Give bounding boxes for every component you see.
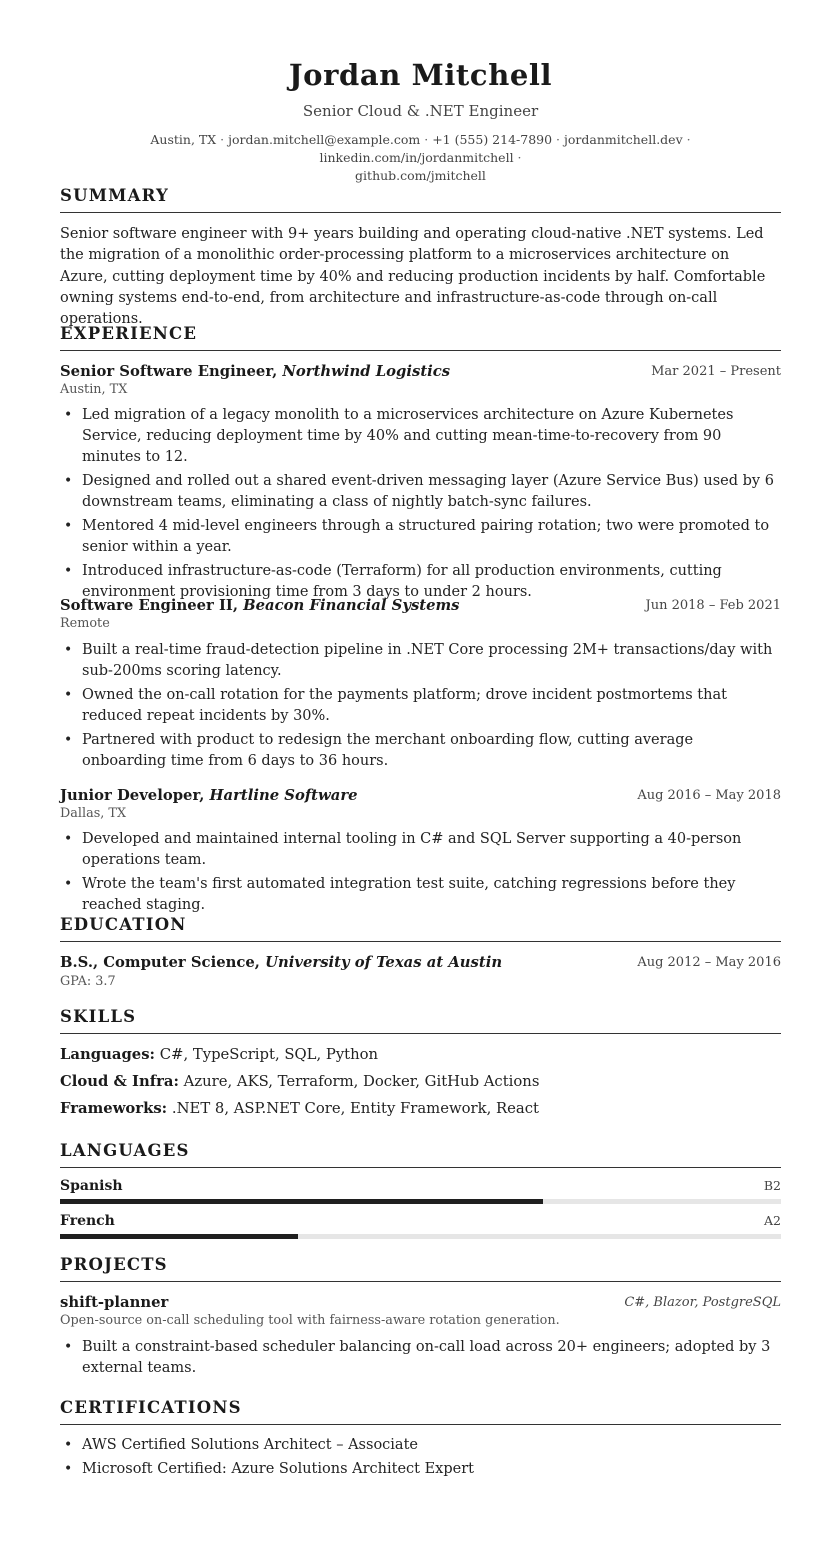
job-company: Beacon Financial Systems: [243, 597, 460, 614]
proficiency-bar: [60, 1199, 781, 1204]
education-header: [60, 953, 781, 973]
section-heading-education: EDUCATION: [60, 915, 781, 942]
section-heading-certifications: CERTIFICATIONS: [60, 1398, 781, 1425]
language-name: Spanish: [60, 1178, 123, 1194]
degree: B.S., Computer Science: [60, 954, 255, 971]
list-item: • Built a constraint-based scheduler balancing on-call load across 20+ engineers; adopted by 3 external teams.: [60, 1337, 781, 1379]
summary-text: Senior software engineer with 9+ years building and operating cloud-native .NET systems. Led the migration of a monolithic order-processing platform to a microservices architecture on Azure, cutting deployment time by 40% and reducing production incidents by half. Comfortable owning systems end-to-end, from architecture and infrastructure-as-code through on-call operations.: [60, 226, 766, 328]
job-header: [60, 596, 781, 616]
contact-email[interactable]: jordan.mitchell@example.com: [228, 132, 421, 147]
job-title: Senior Software Engineer: [60, 363, 273, 380]
skill-row: [60, 1045, 781, 1065]
skill-value: C#, TypeScript, SQL, Python: [159, 1046, 379, 1063]
separator: ·: [513, 150, 522, 165]
separator: ·: [552, 132, 564, 147]
section-heading-skills: SKILLS: [60, 1007, 781, 1034]
gpa: GPA: 3.7: [60, 974, 116, 989]
comma: ,: [232, 597, 244, 614]
project-header: [60, 1293, 781, 1313]
job-location: Austin, TX: [60, 382, 128, 397]
skill-row: [60, 1099, 781, 1119]
language-row: [60, 1211, 781, 1231]
language-name: French: [60, 1213, 115, 1229]
section-heading-experience: EXPERIENCE: [60, 324, 781, 351]
skill-value: Azure, AKS, Terraform, Docker, GitHub Actions: [183, 1073, 540, 1090]
list-item: • AWS Certified Solutions Architect – Associate: [60, 1435, 781, 1456]
contact-location: Austin, TX: [150, 132, 217, 147]
list-item: • Partnered with product to redesign the merchant onboarding flow, cutting average onboarding time from 6 days to 36 hours.: [60, 730, 781, 772]
comma: ,: [272, 363, 283, 380]
job-dates: Jun 2018 – Feb 2021: [645, 598, 781, 613]
job-company: Northwind Logistics: [282, 363, 451, 380]
proficiency-bar: [60, 1234, 781, 1239]
job-header: [60, 786, 781, 806]
job-title: Software Engineer II: [60, 597, 233, 614]
skill-row: [60, 1072, 781, 1092]
contact-phone[interactable]: +1 (555) 214-7890: [432, 132, 553, 147]
project-description: Open-source on-call scheduling tool with fairness-aware rotation generation.: [60, 1313, 560, 1328]
contact-info: [60, 131, 781, 185]
section-heading-summary: SUMMARY: [60, 186, 781, 213]
section-heading-projects: PROJECTS: [60, 1255, 781, 1282]
comma: ,: [199, 787, 210, 804]
section-heading-languages: LANGUAGES: [60, 1141, 781, 1168]
project-bullets: [60, 1337, 781, 1382]
proficiency-fill: [60, 1199, 543, 1204]
skill-label: Cloud & Infra:: [60, 1073, 179, 1090]
project-tech: C#, Blazor, PostgreSQL: [624, 1295, 781, 1310]
list-item: • Mentored 4 mid-level engineers through a structured pairing rotation; two were promoted to senior within a year.: [60, 516, 781, 558]
job-location: Remote: [60, 616, 110, 631]
skill-value: .NET 8, ASP.NET Core, Entity Framework, React: [171, 1100, 539, 1117]
list-item: • Designed and rolled out a shared event-driven messaging layer (Azure Service Bus) used by 6 downstream teams, eliminating a class of nightly batch-sync failures.: [60, 471, 781, 513]
skill-label: Frameworks:: [60, 1100, 168, 1117]
language-row: [60, 1176, 781, 1196]
skill-label: Languages:: [60, 1046, 155, 1063]
candidate-title: Senior Cloud & .NET Engineer: [302, 102, 539, 120]
certification-list: [60, 1435, 781, 1483]
contact-website[interactable]: jordanmitchell.dev: [564, 132, 683, 147]
project-name: shift-planner: [60, 1294, 169, 1311]
contact-line-2: [60, 167, 781, 185]
job-company: Hartline Software: [209, 787, 358, 804]
contact-github[interactable]: github.com/jmitchell: [355, 168, 486, 183]
job-bullets: [60, 829, 781, 919]
job-bullets: [60, 405, 781, 606]
job-header: [60, 362, 781, 382]
language-level: B2: [763, 1178, 781, 1193]
job-dates: Aug 2016 – May 2018: [637, 788, 781, 803]
list-item: • Introduced infrastructure-as-code (Terraform) for all production environments, cutting environment provisioning time from 3 days to under 2 hours.: [60, 561, 781, 603]
list-item: • Owned the on-call rotation for the payments platform; drove incident postmortems that reduced repeat incidents by 30%.: [60, 685, 781, 727]
separator: ·: [420, 132, 433, 147]
list-item: • Led migration of a legacy monolith to a microservices architecture on Azure Kubernetes Service, reducing deployment time by 40% and cutting mean-time-to-recovery from 90 minutes to 12.: [60, 405, 781, 468]
list-item: • Wrote the team's first automated integration test suite, catching regressions before they reached staging.: [60, 874, 781, 916]
comma: ,: [254, 954, 266, 971]
job-dates: Mar 2021 – Present: [651, 364, 781, 379]
job-title: Junior Developer: [60, 787, 200, 804]
school: University of Texas at Austin: [265, 954, 503, 971]
proficiency-fill: [60, 1234, 298, 1239]
candidate-name: Jordan Mitchell: [288, 58, 553, 92]
separator: ·: [216, 132, 229, 147]
separator: ·: [682, 132, 691, 147]
contact-line-1: [60, 131, 781, 167]
education-dates: Aug 2012 – May 2016: [637, 955, 781, 970]
language-level: A2: [764, 1213, 781, 1228]
job-location: Dallas, TX: [60, 806, 127, 821]
contact-linkedin[interactable]: linkedin.com/in/jordanmitchell: [319, 150, 514, 165]
list-item: • Developed and maintained internal tooling in C# and SQL Server supporting a 40-person operations team.: [60, 829, 781, 871]
job-bullets: [60, 640, 781, 775]
list-item: • Built a real-time fraud-detection pipeline in .NET Core processing 2M+ transactions/day with sub-200ms scoring latency.: [60, 640, 781, 682]
list-item: • Microsoft Certified: Azure Solutions Architect Expert: [60, 1459, 781, 1480]
